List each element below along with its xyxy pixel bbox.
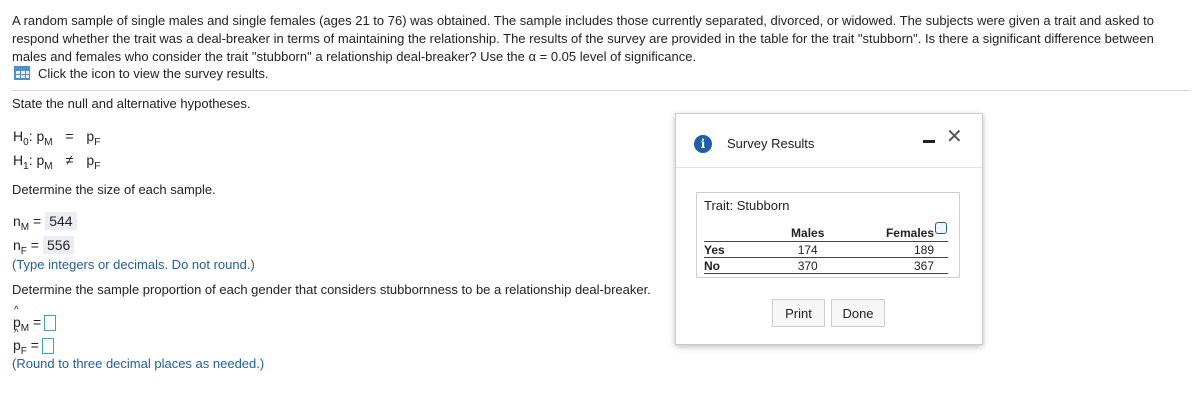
table-row [704,258,948,274]
pf-answer-input[interactable] [42,338,54,354]
pm-answer-input[interactable] [44,315,56,331]
nm-sub: M [20,222,30,233]
m-sub: M [44,137,53,148]
trait-label: Trait: Stubborn [704,198,790,213]
males-cell: 370 [778,258,837,274]
hypotheses-prompt: State the null and alternative hypotheses. [12,96,251,111]
proportion-hint: (Round to three decimal places as needed.) [12,356,265,371]
alt-hypothesis: $H_1$: $p_M \ne p_F$ [13,152,101,172]
close-icon[interactable]: ✕ [946,126,963,148]
survey-results-link[interactable] [14,64,268,82]
divider [12,90,1190,91]
h0-operator: = [65,128,74,144]
table-header-row [704,224,948,242]
table-header [704,224,778,242]
f-sub: F [94,161,101,172]
nm-row: $n_M = 544$ [13,212,77,230]
pm-row: ^ $p_M$ = [13,314,56,331]
dialog-title: Survey Results [727,136,815,151]
sample-size-hint: (Type integers or decimals. Do not round.) [12,257,255,272]
p-hat-symbol: ^ p [13,337,21,353]
pf-sub: F [20,346,27,357]
nm-symbol: n [13,213,21,229]
h1-operator: ≠ [65,152,74,168]
p-hat-symbol: ^ p [13,314,21,330]
nm-value[interactable]: 544 [45,212,76,230]
nf-value[interactable]: 556 [43,236,74,254]
m-sub: M [44,161,53,172]
nf-row: $n_F = 556$ [13,236,74,254]
p-symbol: p [86,128,95,144]
p-symbol: p [86,152,95,168]
nf-symbol: n [13,237,21,253]
survey-results-dialog [675,113,983,345]
males-cell: 174 [778,242,837,258]
pm-sub: M [20,323,30,334]
minimize-icon[interactable] [923,140,935,143]
f-sub: F [94,137,101,148]
results-panel [696,192,960,278]
null-hypothesis: $H_0$: $p_M = p_F$ [13,128,101,148]
copy-icon[interactable] [935,222,947,234]
proportion-prompt: Determine the sample proportion of each gender that considers stubbornness to be a relationship deal-breaker. [12,282,651,297]
nf-sub: F [20,246,27,257]
info-icon: i [694,135,712,153]
h1-sub: 1 [23,161,29,172]
females-cell: 189 [837,242,948,258]
table-header: Females [837,224,948,242]
h1-symbol: H [13,152,24,168]
done-button[interactable]: Done [831,299,885,327]
problem-statement: A random sample of single males and single females (ages 21 to 76) was obtained. The sample includes those currently separated, divorced, or widowed. The subjects were given a trait and asked to respond whether the trait was a deal-breaker in terms of maintaining the relationship. The results of the survey are provided in the table for the trait "stubborn". Is there a significant difference between males and females who consider the trait "stubborn" a relationship deal-breaker? Use the α = 0.05 level of significance. [12,13,1154,64]
p-symbol: p [36,152,45,168]
survey-link-text: Click the icon to view the survey results. [38,65,269,81]
h0-sub: 0 [23,137,29,148]
h0-symbol: H [13,128,24,144]
pf-row: ^ $p_F$ = [13,337,54,354]
table-icon[interactable] [14,66,30,80]
sample-size-prompt: Determine the size of each sample. [12,182,216,197]
row-label: No [704,258,778,274]
table-header: Males [778,224,837,242]
dialog-divider [676,167,982,168]
table-row [704,242,948,258]
print-button[interactable]: Print [772,299,825,327]
dialog-header [676,114,982,164]
row-label: Yes [704,242,778,258]
females-cell: 367 [837,258,948,274]
results-table [704,224,948,274]
p-symbol: p [36,128,45,144]
